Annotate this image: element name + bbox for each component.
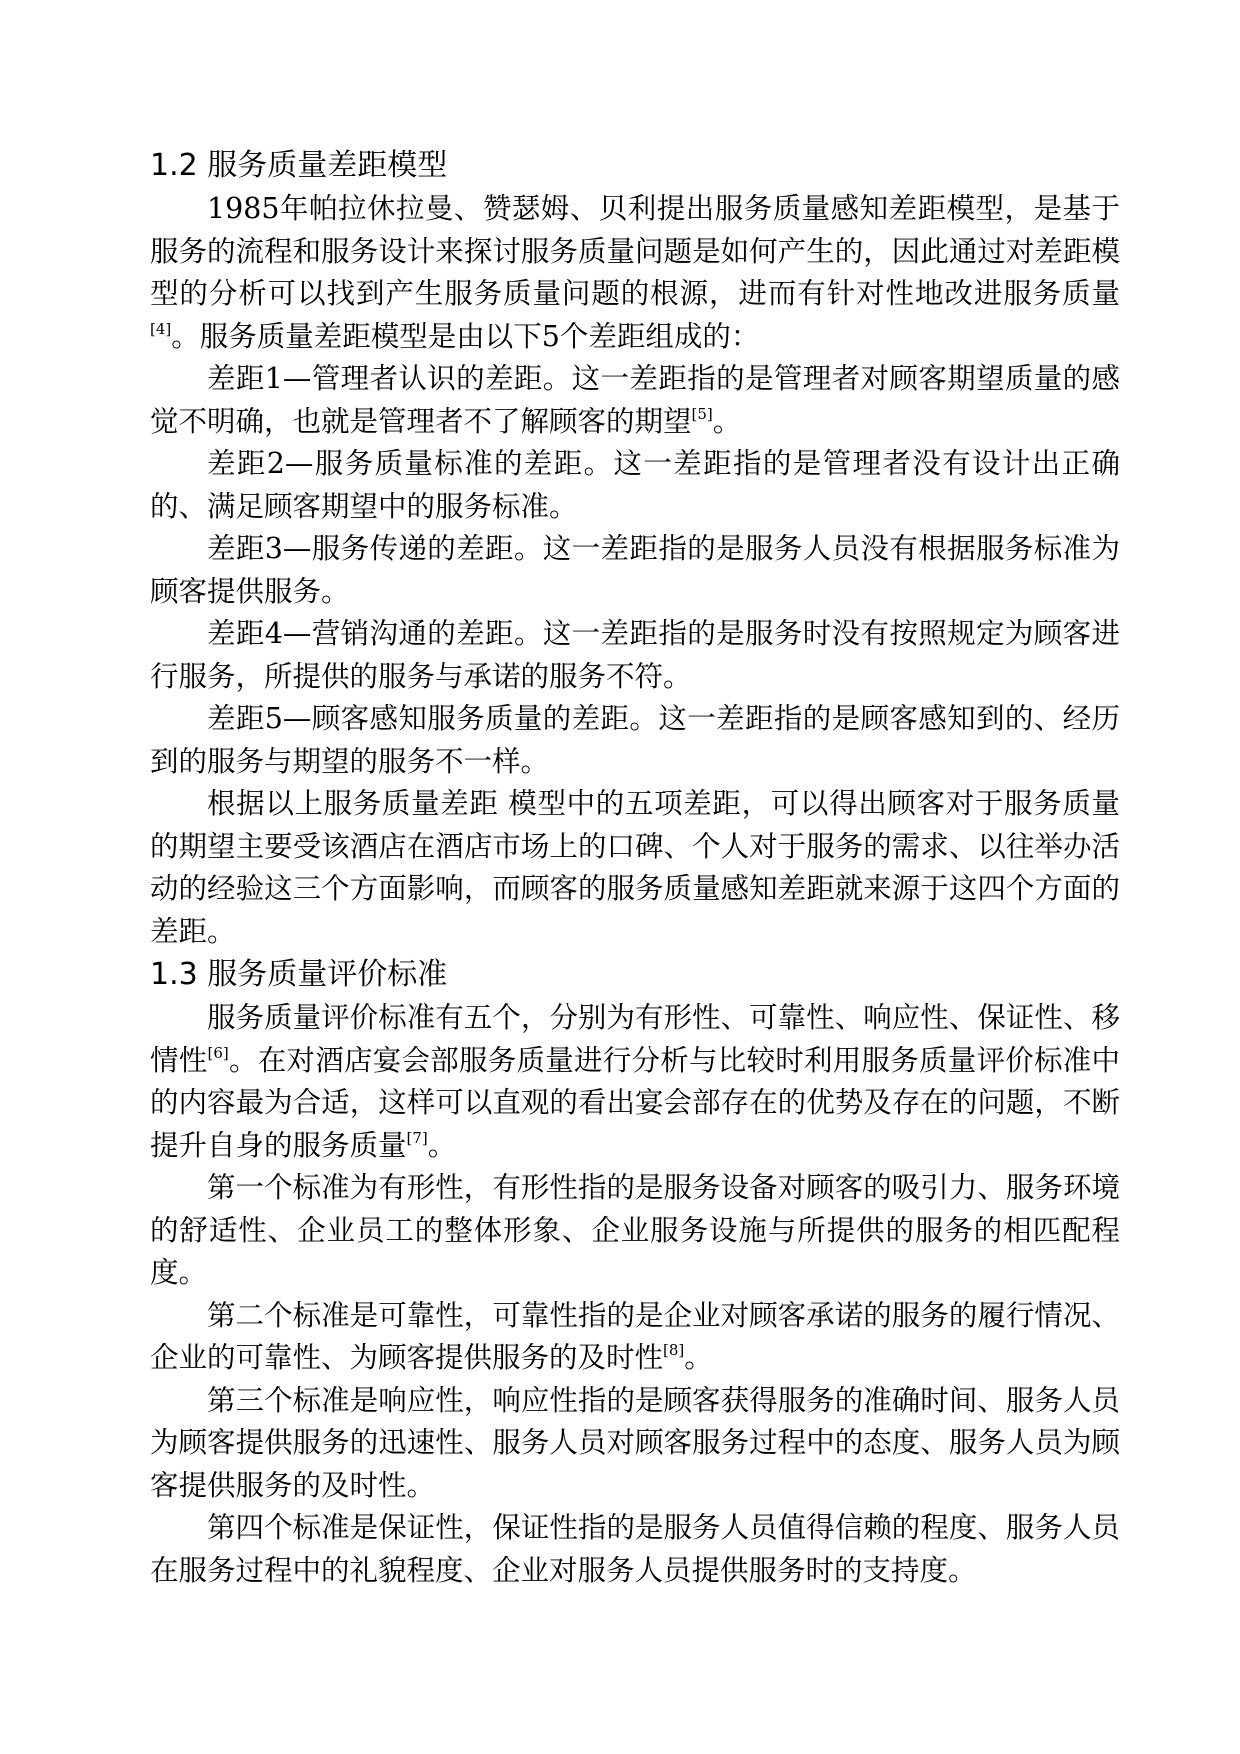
citation-ref: [5] [691, 404, 713, 423]
paragraph: 第二个标准是可靠性，可靠性指的是企业对顾客承诺的服务的履行情况、企业的可靠性、为顾客提供服务的及时性[8]。 [150, 1298, 1120, 1374]
section-heading-1-2: 1.2 服务质量差距模型 [150, 148, 448, 183]
citation-ref: [4] [150, 319, 172, 338]
document-page [150, 144, 1120, 1592]
paragraph: 第四个标准是保证性，保证性指的是服务人员值得信赖的程度、服务人员在服务过程中的礼貌程度、企业对服务人员提供服务时的支持度。 [150, 1511, 1120, 1587]
paragraph: 服务质量评价标准有五个，分别为有形性、可靠性、响应性、保证性、移情性[6]。在对酒店宴会部服务质量进行分析与比较时利用服务质量评价标准中的内容最为合适，这样可以直观的看出宴会部存在的优势及存在的问题，不断提升自身的服务质量[7]。 [150, 1001, 1120, 1162]
paragraph: 差距1—管理者认识的差距。这一差距指的是管理者对顾客期望质量的感觉不明确，也就是管理者不了解顾客的期望[5]。 [150, 362, 1120, 438]
paragraph: 差距2—服务质量标准的差距。这一差距指的是管理者没有设计出正确的、满足顾客期望中的服务标准。 [150, 447, 1120, 523]
citation-ref: [6] [207, 1043, 229, 1062]
paragraph: 差距5—顾客感知服务质量的差距。这一差距指的是顾客感知到的、经历到的服务与期望的服务不一样。 [150, 702, 1120, 778]
paragraph: 第一个标准为有形性，有形性指的是服务设备对顾客的吸引力、服务环境的舒适性、企业员工的整体形象、企业服务设施与所提供的服务的相匹配程度。 [150, 1171, 1120, 1289]
citation-ref: [8] [663, 1341, 685, 1359]
paragraph: 差距4—营销沟通的差距。这一差距指的是服务时没有按照规定为顾客进行服务，所提供的服务与承诺的服务不符。 [150, 617, 1120, 693]
citation-ref: [7] [406, 1128, 428, 1147]
paragraph: 1985年帕拉休拉曼、赞瑟姆、贝利提出服务质量感知差距模型，是基于服务的流程和服务设计来探讨服务质量问题是如何产生的，因此通过对差距模型的分析可以找到产生服务质量问题的根源，进而有针对性地改进服务质量[4]。服务质量差距模型是由以下5个差距组成的： [150, 192, 1120, 353]
paragraph: 根据以上服务质量差距 模型中的五项差距，可以得出顾客对于服务质量的期望主要受该酒店在酒店市场上的口碑、个人对于服务的需求、以往举办活动的经验这三个方面影响，而顾客的服务质量感知差距就来源于这四个方面的差距。 [150, 787, 1120, 948]
paragraph: 第三个标准是响应性，响应性指的是顾客获得服务的准确时间、服务人员为顾客提供服务的迅速性、服务人员对顾客服务过程中的态度、服务人员为顾客提供服务的及时性。 [150, 1383, 1120, 1502]
paragraph: 差距3—服务传递的差距。这一差距指的是服务人员没有根据服务标准为顾客提供服务。 [150, 532, 1120, 608]
section-heading-1-3: 1.3 服务质量评价标准 [150, 957, 448, 992]
